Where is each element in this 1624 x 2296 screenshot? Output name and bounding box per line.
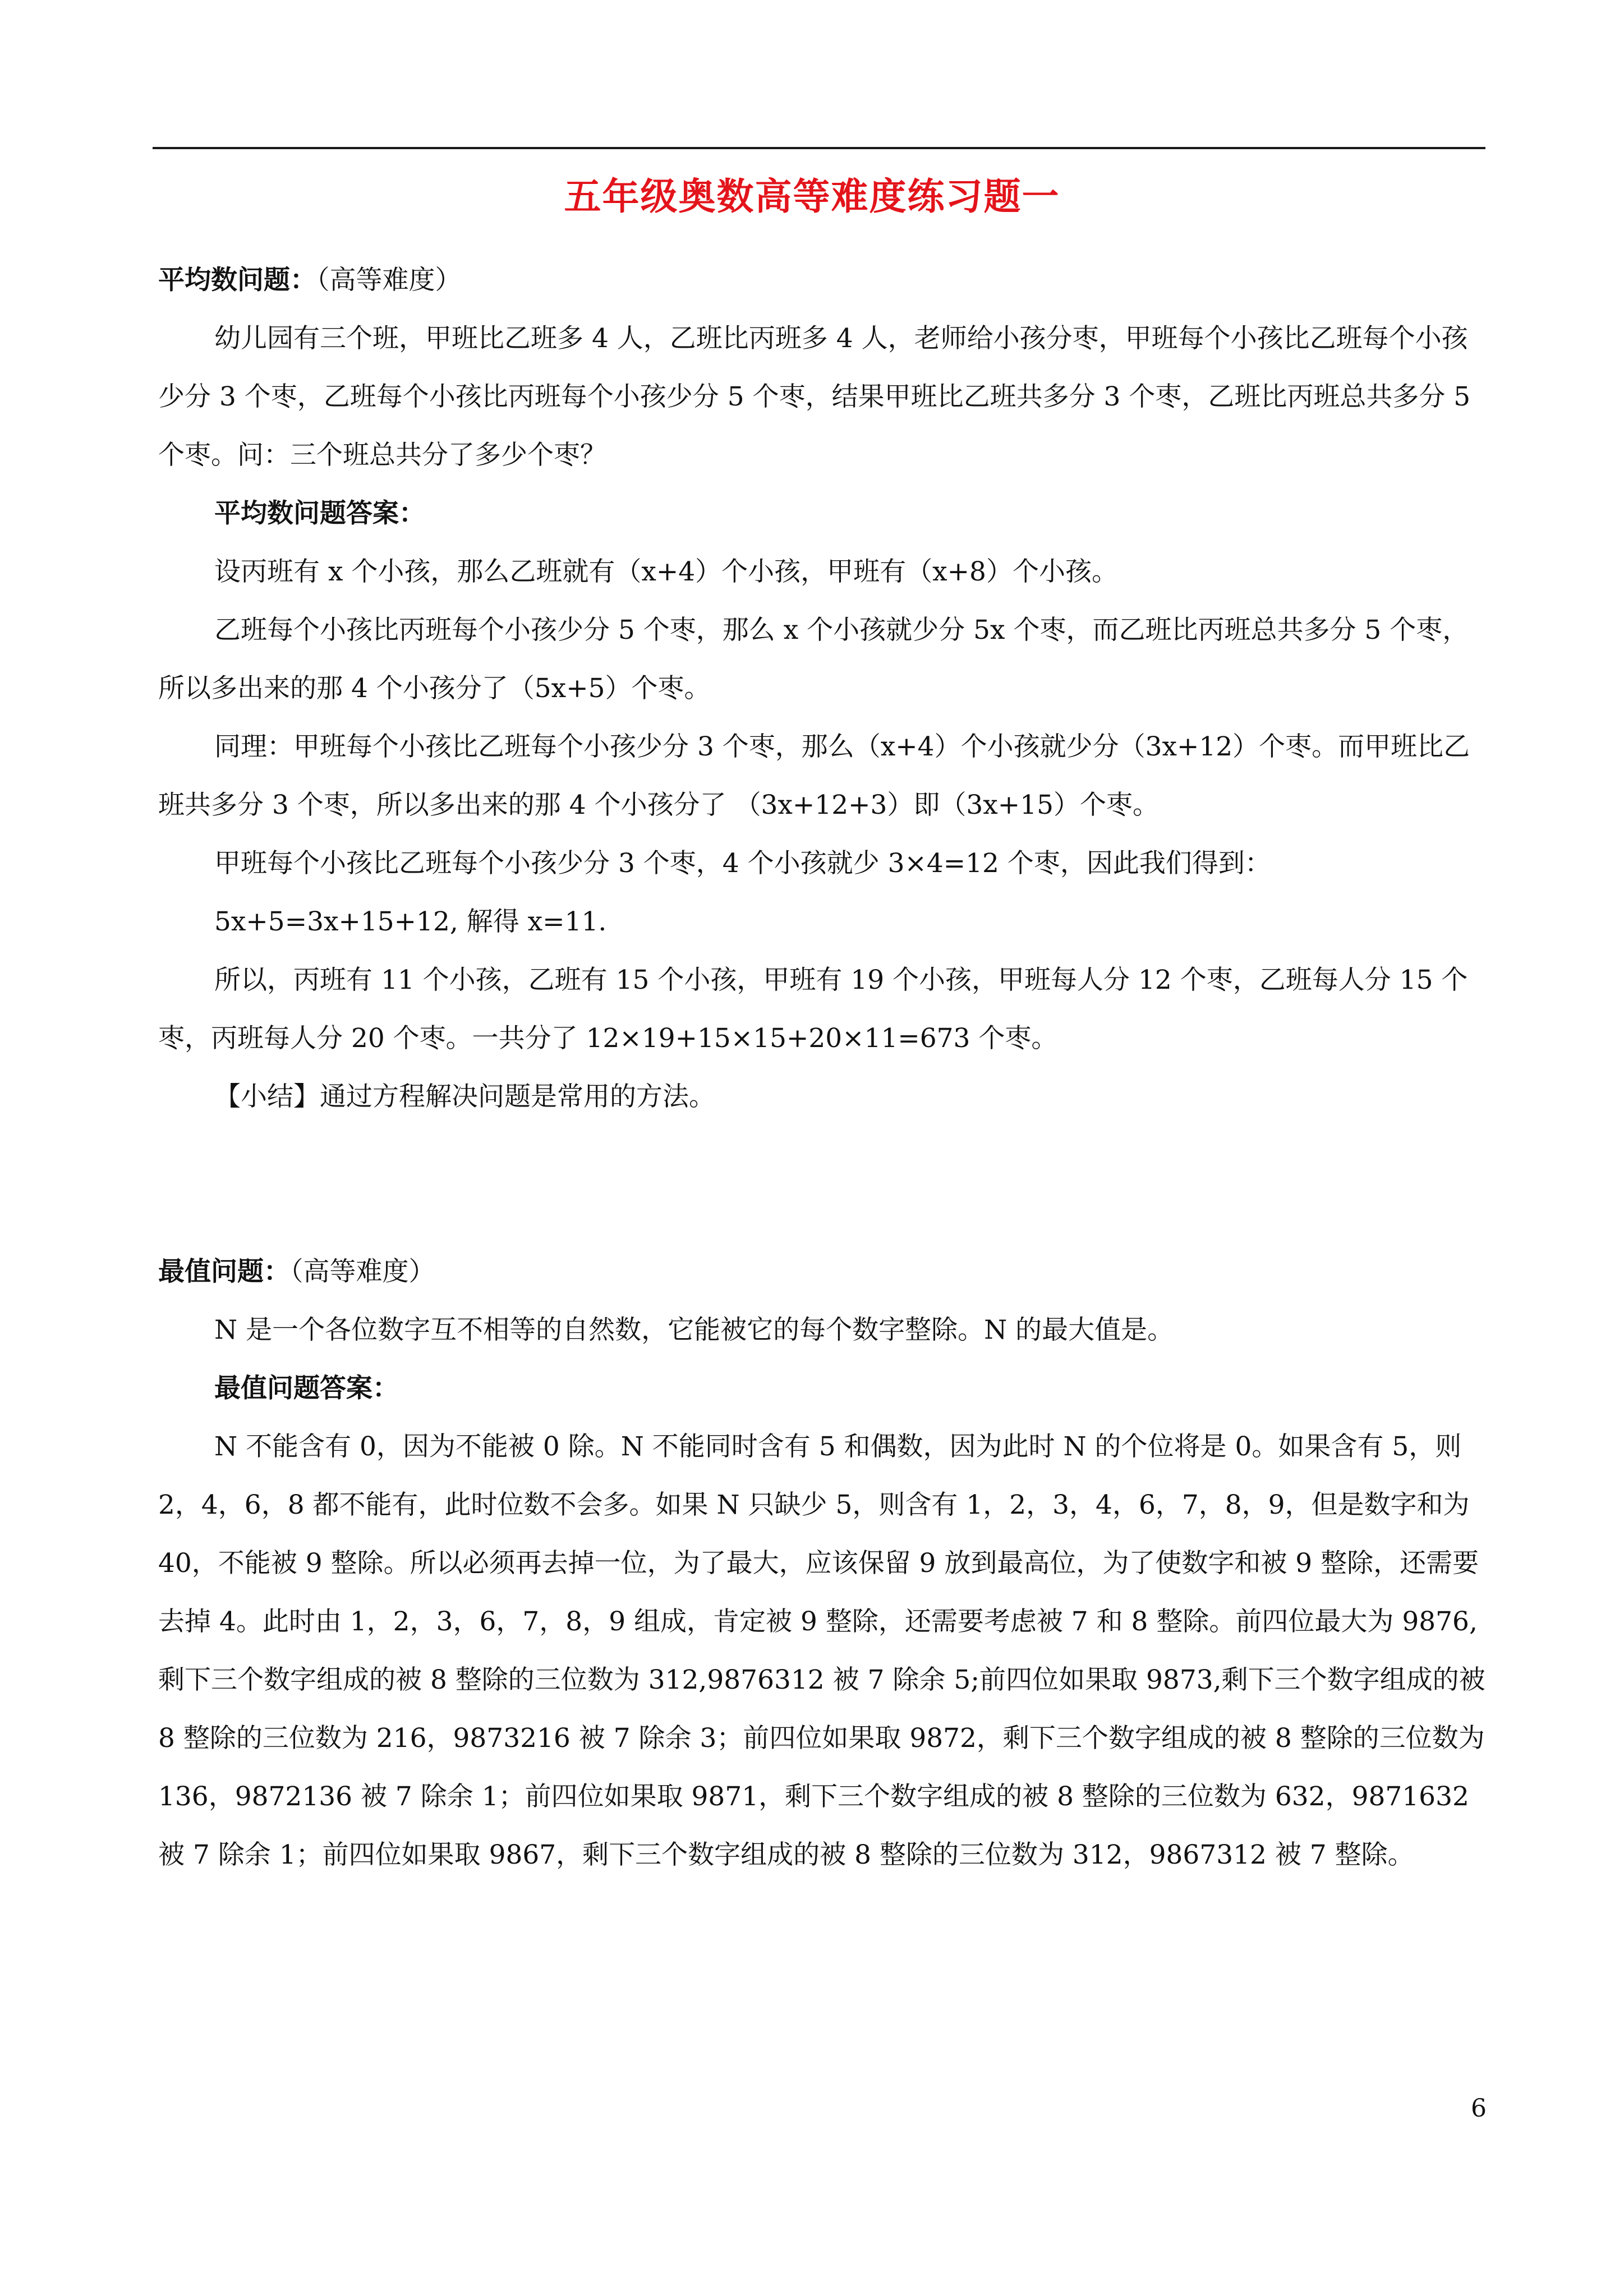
header-rule [153, 147, 1485, 149]
answer-line: 乙班每个小孩比丙班每个小孩少分 5 个枣，那么 x 个小孩就少分 5x 个枣，而乙班比丙班总共多分 5 个枣，所以多出来的那 4 个小孩分了（5x+5）个枣。 [158, 615, 1469, 704]
conclusion-paragraph: 所以，丙班有 11 个小孩，乙班有 15 个小孩，甲班有 19 个小孩，甲班每人分 12 个枣，乙班每人分 15 个枣，丙班每人分 20 个枣。一共分了 12×19+15×15+20×11=673 个枣。 [158, 965, 1468, 1054]
section-heading-average [158, 251, 1485, 310]
answer-line: 甲班每个小孩比乙班每个小孩少分 3 个枣，4 个小孩就少 3×4=12 个枣，因此我们得到： [214, 848, 1271, 879]
document-title: 五年级奥数高等难度练习题一 [564, 174, 1060, 218]
equation-line: 5x+5=3x+15+12, 解得 x=11. [214, 906, 607, 937]
answer-line: 同理：甲班每个小孩比乙班每个小孩少分 3 个枣，那么（x+4）个小孩就少分（3x+12）个枣。而甲班比乙班共多分 3 个枣，所以多出来的那 4 个小孩分了 （3x+12+3）即（3x+15）个枣。 [158, 731, 1470, 820]
difficulty-label: （高等难度） [290, 1256, 435, 1287]
question-extreme: N 是一个各位数字互不相等的自然数，它能被它的每个数字整除。N 的最大值是。 [214, 1315, 1174, 1345]
page-number: 6 [1471, 2094, 1487, 2123]
section-heading-text: 最值问题： [158, 1256, 290, 1287]
summary-line: 【小结】通过方程解决问题是常用的方法。 [214, 1081, 715, 1112]
question-average: 幼儿园有三个班，甲班比乙班多 4 人，乙班比丙班多 4 人，老师给小孩分枣，甲班每个小孩比乙班每个小孩少分 3 个枣，乙班每个小孩比丙班每个小孩少分 5 个枣，结果甲班比乙班共多分 3 个枣，乙班比丙班总共多分 5 个枣。问：三个班总共分了多少个枣？ [158, 323, 1471, 471]
section-gap [158, 1126, 1485, 1243]
section-heading-extreme [158, 1243, 1485, 1301]
answer-heading-average: 平均数问题答案： [214, 498, 425, 529]
answer-paragraph-extreme: N 不能含有 0，因为不能被 0 除。N 不能同时含有 5 和偶数，因为此时 N 的个位将是 0。如果含有 5，则 2，4，6，8 都不能有，此时位数不会多。如果 N 只缺少 5，则含有 1，2，3，4，6，7，8，9，但是数字和为 40，不能被 9 整除。所以必须再去掉一位，为了最大，应该保留 9 放到最高位，为了使数字和被 9 整除，还需要去掉 4。此时由 1，2，3，6，7，8，9 组成，肯定被 9 整除，还需要考虑被 7 和 8 整除。前四位最大为 9876,剩下三个数字组成的被 8 整除的三位数为 312,9876312 被 7 除余 5;前四位如果取 9873,剩下三个数字组成的被 8 整除的三位数为 216，9873216 被 7 除余 3；前四位如果取 9872，剩下三个数字组成的被 8 整除的三位数为 136，9872136 被 7 除余 1；前四位如果取 9871，剩下三个数字组成的被 8 整除的三位数为 632，9871632 被 7 除余 1；前四位如果取 9867，剩下三个数字组成的被 8 整除的三位数为 312，9867312 被 7 整除。 [158, 1431, 1485, 1870]
section-heading-text: 平均数问题： [158, 265, 316, 296]
answer-heading-extreme: 最值问题答案： [214, 1373, 399, 1404]
difficulty-label: （高等难度） [316, 265, 462, 296]
answer-line: 设丙班有 x 个小孩，那么乙班就有（x+4）个小孩，甲班有（x+8）个小孩。 [214, 556, 1118, 587]
document-body [158, 251, 1485, 1884]
